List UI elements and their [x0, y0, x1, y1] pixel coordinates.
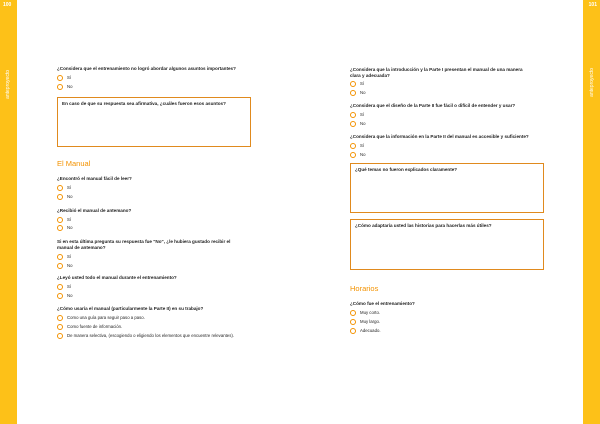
radio-icon[interactable]: [57, 194, 63, 200]
radio-icon[interactable]: [57, 185, 63, 191]
radio-icon[interactable]: [57, 217, 63, 223]
option-information-source[interactable]: Como fuente de información.: [57, 323, 122, 330]
option-yes[interactable]: Sí: [57, 74, 71, 81]
question-missing-topics: ¿Considera que el entrenamiento no logró abordar algunos asuntos importantes?: [57, 66, 236, 71]
radio-icon[interactable]: [350, 112, 356, 118]
right-margin-strip: [583, 0, 600, 424]
question-manual-read: ¿Leyó usted todo el manual durante el entrenamiento?: [57, 275, 177, 280]
option-no[interactable]: No: [57, 83, 73, 90]
radio-icon[interactable]: [350, 152, 356, 158]
radio-icon[interactable]: [350, 121, 356, 127]
option-very-long[interactable]: Muy largo.: [350, 318, 380, 325]
radio-icon[interactable]: [57, 225, 63, 231]
radio-icon[interactable]: [57, 75, 63, 81]
answer-box-unclear-topics[interactable]: ¿Qué temas no fueron explicados claramente?: [350, 163, 544, 213]
option-selective[interactable]: De manera selectiva, (escogiendo o eligiendo los elementos que encuentre relevantes).: [57, 332, 234, 339]
option-no[interactable]: No: [57, 193, 73, 200]
option-step-by-step[interactable]: Como una guía para seguir paso a paso.: [57, 314, 145, 321]
answer-box-adapt-stories[interactable]: ¿Cómo adaptaría usted las historias para hacerlas más útiles?: [350, 219, 544, 270]
option-yes[interactable]: Sí: [350, 80, 364, 87]
radio-icon[interactable]: [57, 324, 63, 330]
option-no[interactable]: No: [350, 89, 366, 96]
option-no[interactable]: No: [350, 151, 366, 158]
option-adequate[interactable]: Adecuado.: [350, 327, 381, 334]
page-number-right: 101: [588, 2, 597, 8]
question-manual-wish: Si en esta última pregunta su respuesta fue "No", ¿le hubiera gustado recibir el manual de antemano?: [57, 239, 231, 250]
section-title-manual: El Manual: [57, 159, 91, 168]
option-yes[interactable]: Sí: [350, 111, 364, 118]
question-manual-use: ¿Cómo usaría el manual (particularmente la Parte II) en su trabajo?: [57, 306, 204, 311]
question-introduction-clear: ¿Considera que la introducción y la Parte I presentan el manual de una manera clara y adecuada?: [350, 67, 523, 78]
radio-icon[interactable]: [57, 284, 63, 290]
question-training-length: ¿Cómo fue el entrenamiento?: [350, 301, 415, 306]
radio-icon[interactable]: [350, 81, 356, 87]
radio-icon[interactable]: [57, 263, 63, 269]
option-yes[interactable]: Sí: [57, 216, 71, 223]
question-information-accessible: ¿Considera que la información en la Parte II del manual es accesible y suficiente?: [350, 134, 529, 139]
radio-icon[interactable]: [57, 333, 63, 339]
option-yes[interactable]: Sí: [350, 142, 364, 149]
radio-icon[interactable]: [57, 293, 63, 299]
option-yes[interactable]: Sí: [57, 253, 71, 260]
side-label-right: anteproyecto: [589, 68, 595, 97]
option-no[interactable]: No: [57, 262, 73, 269]
radio-icon[interactable]: [57, 84, 63, 90]
radio-icon[interactable]: [350, 90, 356, 96]
side-label-left: anteproyecto: [5, 70, 11, 99]
answer-box-missing-topics[interactable]: En caso de que su respuesta sea afirmativa, ¿cuáles fueron esos asuntos?: [57, 97, 251, 147]
option-no[interactable]: No: [57, 224, 73, 231]
radio-icon[interactable]: [57, 254, 63, 260]
option-yes[interactable]: Sí: [57, 184, 71, 191]
option-yes[interactable]: Sí: [57, 283, 71, 290]
question-manual-easy: ¿Encontró el manual fácil de leer?: [57, 176, 132, 181]
radio-icon[interactable]: [57, 315, 63, 321]
question-manual-received: ¿Recibió el manual de antemano?: [57, 208, 132, 213]
option-no[interactable]: No: [350, 120, 366, 127]
radio-icon[interactable]: [350, 319, 356, 325]
radio-icon[interactable]: [350, 310, 356, 316]
question-design-ease: ¿Considera que el diseño de la Parte II fue fácil o difícil de entender y usar?: [350, 103, 516, 108]
page-number-left: 100: [3, 2, 12, 8]
left-margin-strip: [0, 0, 17, 424]
option-very-short[interactable]: Muy corto.: [350, 309, 380, 316]
section-title-horarios: Horarios: [350, 284, 379, 293]
radio-icon[interactable]: [350, 328, 356, 334]
radio-icon[interactable]: [350, 143, 356, 149]
option-no[interactable]: No: [57, 292, 73, 299]
